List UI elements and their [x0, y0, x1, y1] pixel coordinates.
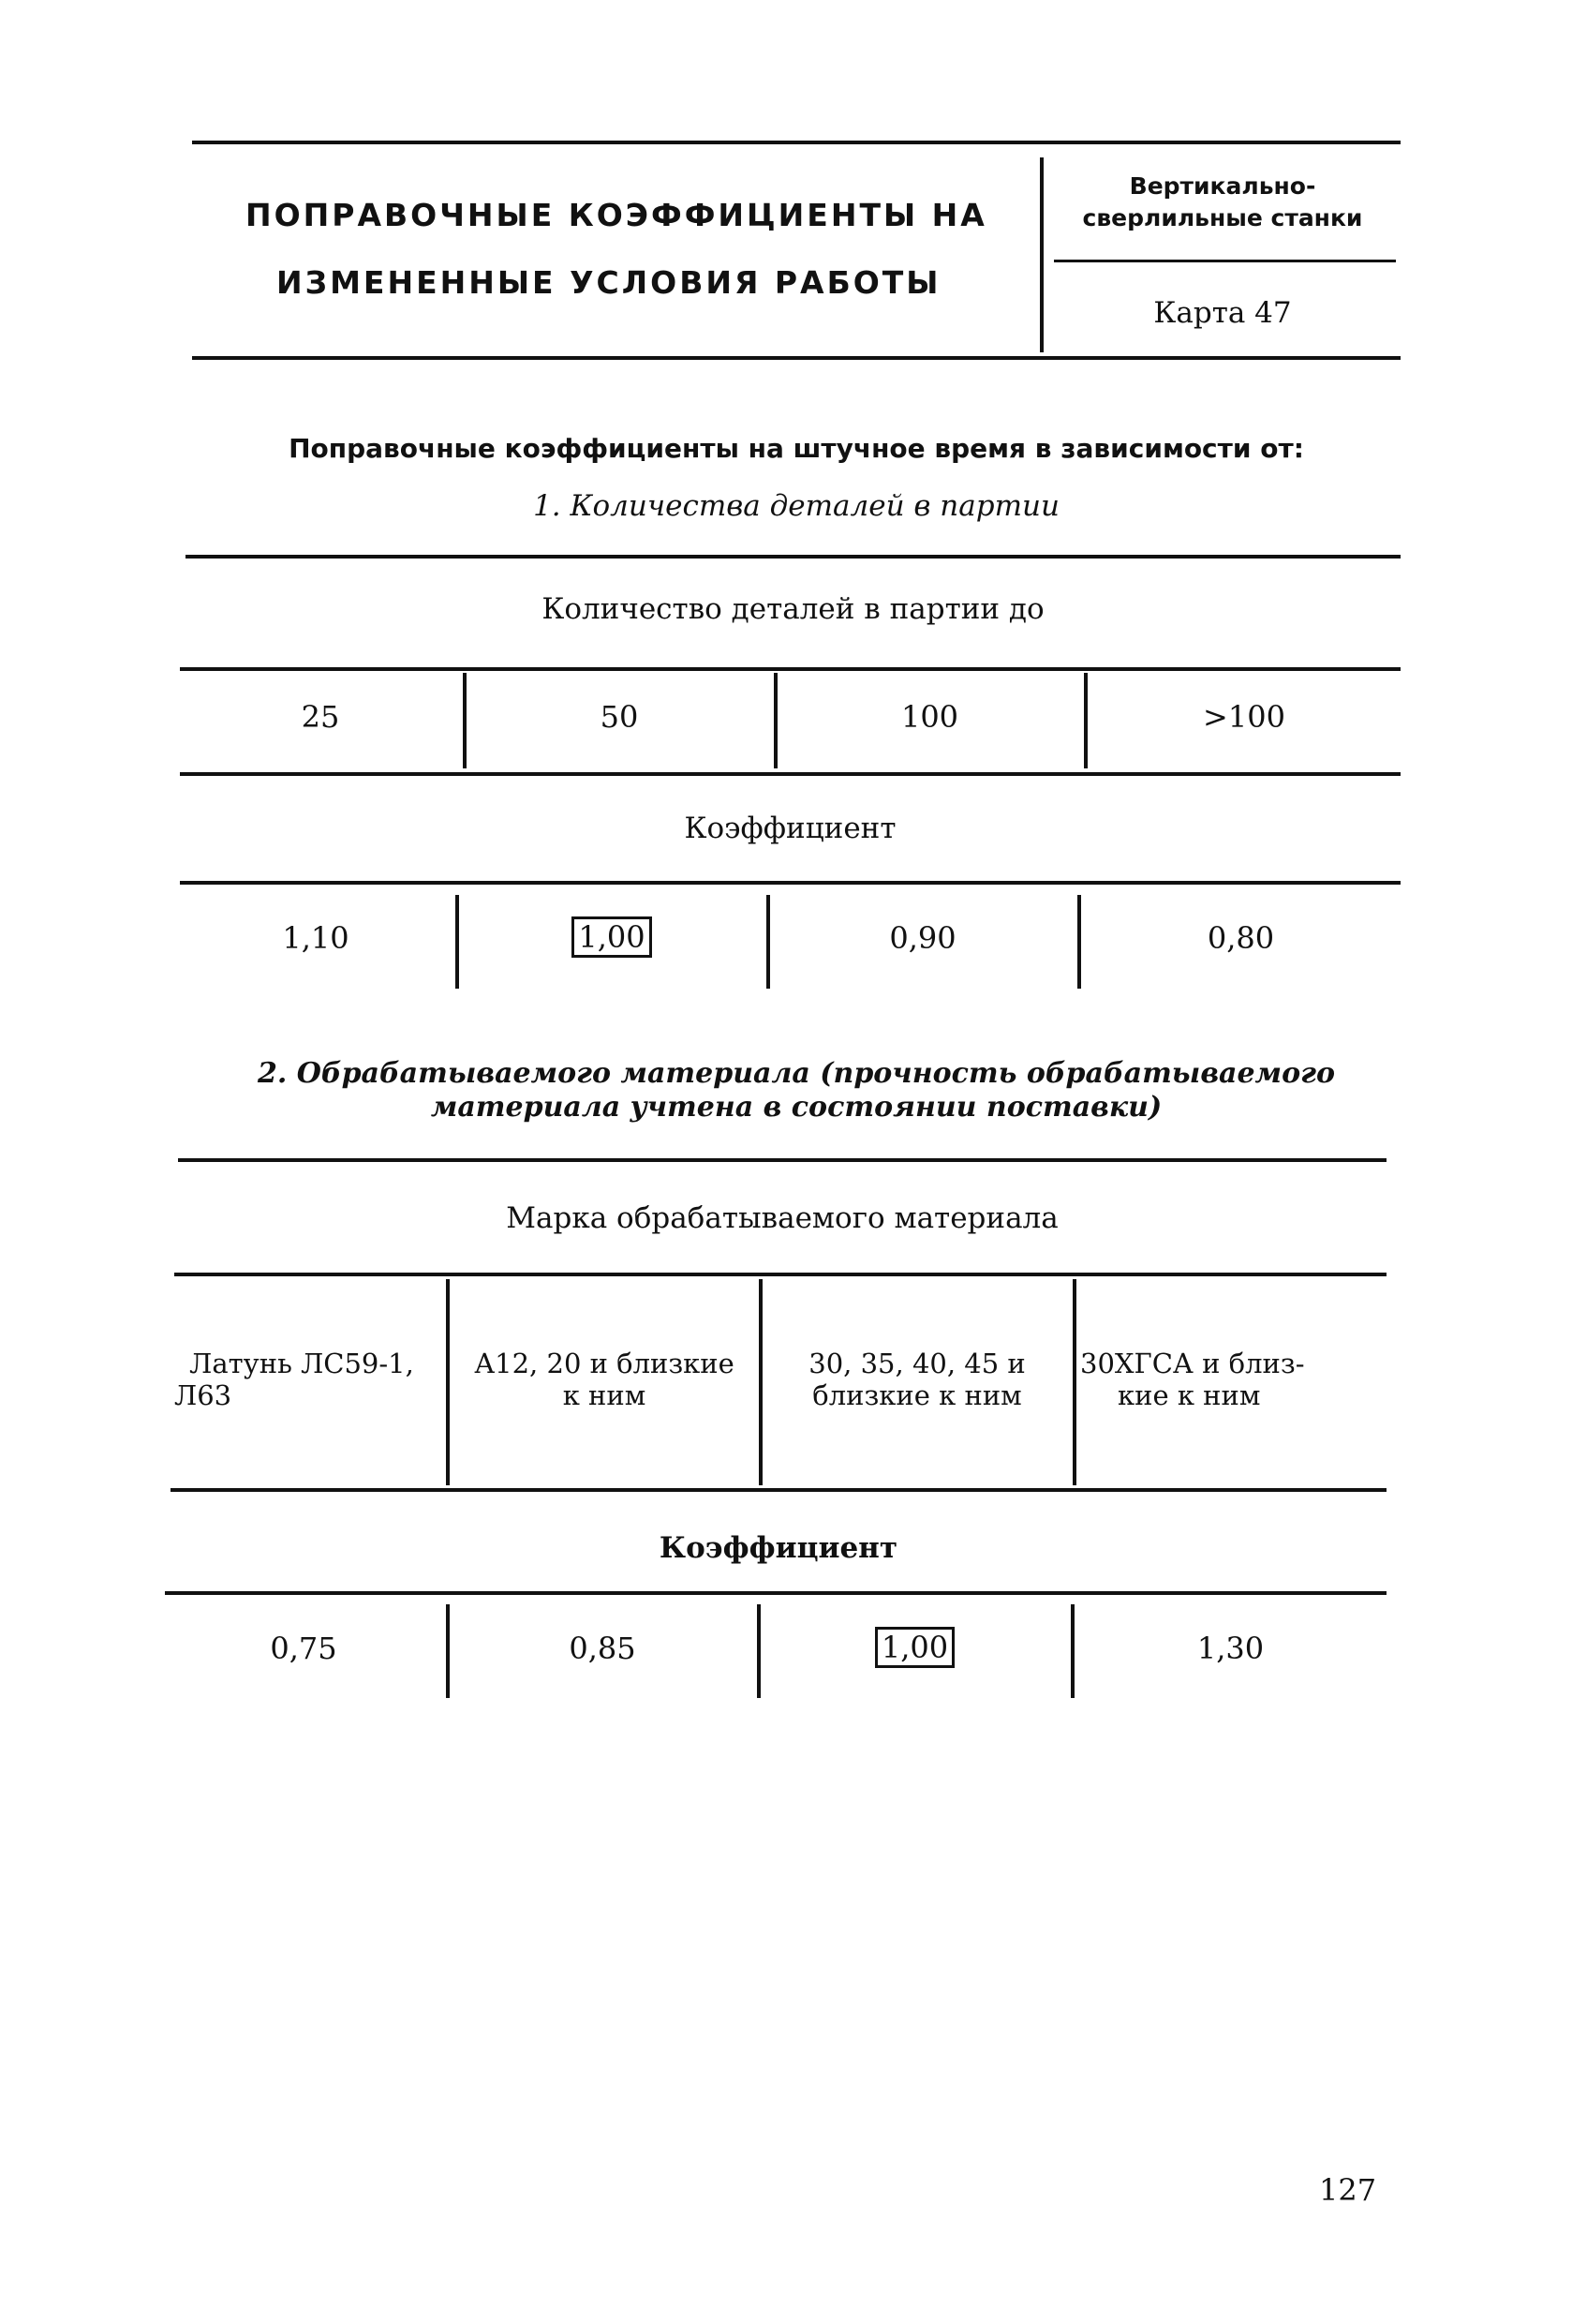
section1-coef-label: Коэффициент: [684, 812, 897, 845]
s1-qty-cell: 25: [301, 699, 340, 735]
s2-coef-cell: 0,85: [569, 1631, 636, 1666]
page-number: 127: [1319, 2172, 1377, 2208]
section2-heading-line1: 2. Обрабатываемого материала (прочность обрабатываемого: [258, 1057, 1335, 1090]
s2-coef-cell: 0,75: [270, 1631, 337, 1666]
s1-qty-cell: 50: [600, 699, 639, 735]
s2-material-cell: [764, 1348, 1070, 1411]
s2-material-line2: к ним: [562, 1379, 646, 1411]
s2-material-cell: [452, 1348, 757, 1411]
card-number: Карта 47: [1153, 296, 1292, 330]
header-divider: [1040, 157, 1044, 352]
s2-mat-divider-1: [446, 1279, 450, 1485]
section2-column-label: Марка обрабатываемого материала: [506, 1201, 1059, 1235]
s1-coef-cell: 0,80: [1207, 920, 1275, 956]
s1-qty-cell: 100: [900, 699, 959, 735]
header-machine-line1: Вертикально-: [1129, 172, 1316, 200]
section1-coef-rule: [180, 881, 1401, 885]
header-title-line1: ПОПРАВОЧНЫЕ КОЭФФИЦИЕНТЫ НА: [245, 197, 987, 233]
s2-material-line1: А12, 20 и близкие: [474, 1348, 734, 1379]
header-machine-line2: сверлильные станки: [1082, 204, 1363, 231]
s2-material-cell: [1080, 1348, 1387, 1411]
section2-coef-label: Коэффициент: [659, 1531, 898, 1565]
section2-material-rule: [171, 1488, 1387, 1492]
s2-mat-divider-3: [1073, 1279, 1076, 1485]
s1-coef-cell-boxed: [459, 916, 764, 958]
s2-material-line2: Л63: [174, 1379, 232, 1411]
s2-coef-cell: 1,30: [1196, 1631, 1265, 1666]
s1-coef-highlight: 1,00: [571, 916, 651, 958]
s1-coef-cell: 0,90: [889, 920, 957, 956]
s2-material-line2: близкие к ним: [812, 1379, 1022, 1411]
section1-column-label: Количество деталей в партии до: [541, 592, 1045, 626]
s2-coef-cell-boxed: [761, 1627, 1069, 1668]
header-side-rule: [1054, 260, 1396, 262]
s2-material-line1: 30ХГСА и близ-: [1080, 1348, 1305, 1379]
header-bottom-rule: [192, 356, 1401, 360]
section1-top-rule: [185, 555, 1401, 559]
intro-text: Поправочные коэффициенты на штучное время в зависимости от:: [289, 433, 1304, 464]
s2-material-line1: 30, 35, 40, 45 и: [808, 1348, 1026, 1379]
section2-heading: [192, 1057, 1401, 1125]
section2-top-rule: [178, 1158, 1387, 1162]
s1-coef-cell: 1,10: [282, 920, 349, 956]
header-machine-type: [1049, 171, 1396, 234]
header-top-rule: [192, 141, 1401, 144]
s2-material-line1: Латунь ЛС59-1,: [189, 1348, 414, 1379]
s2-material-line2: кие к ним: [1118, 1379, 1261, 1411]
s2-mat-divider-2: [759, 1279, 763, 1485]
s1-qty-cell: >100: [1203, 699, 1285, 735]
header-title-line2: ИЗМЕНЕННЫЕ УСЛОВИЯ РАБОТЫ: [276, 264, 942, 301]
s2-material-cell: [161, 1348, 442, 1411]
section2-heading-line2: материала учтена в состоянии поставки): [430, 1091, 1163, 1124]
section1-heading: 1. Количества деталей в партии: [533, 489, 1060, 523]
section1-qty-rule: [180, 772, 1401, 776]
section2-label-rule: [174, 1273, 1387, 1276]
section2-coef-rule: [165, 1591, 1387, 1595]
section1-label-rule: [180, 667, 1401, 671]
s2-coef-highlight: 1,00: [875, 1627, 955, 1668]
